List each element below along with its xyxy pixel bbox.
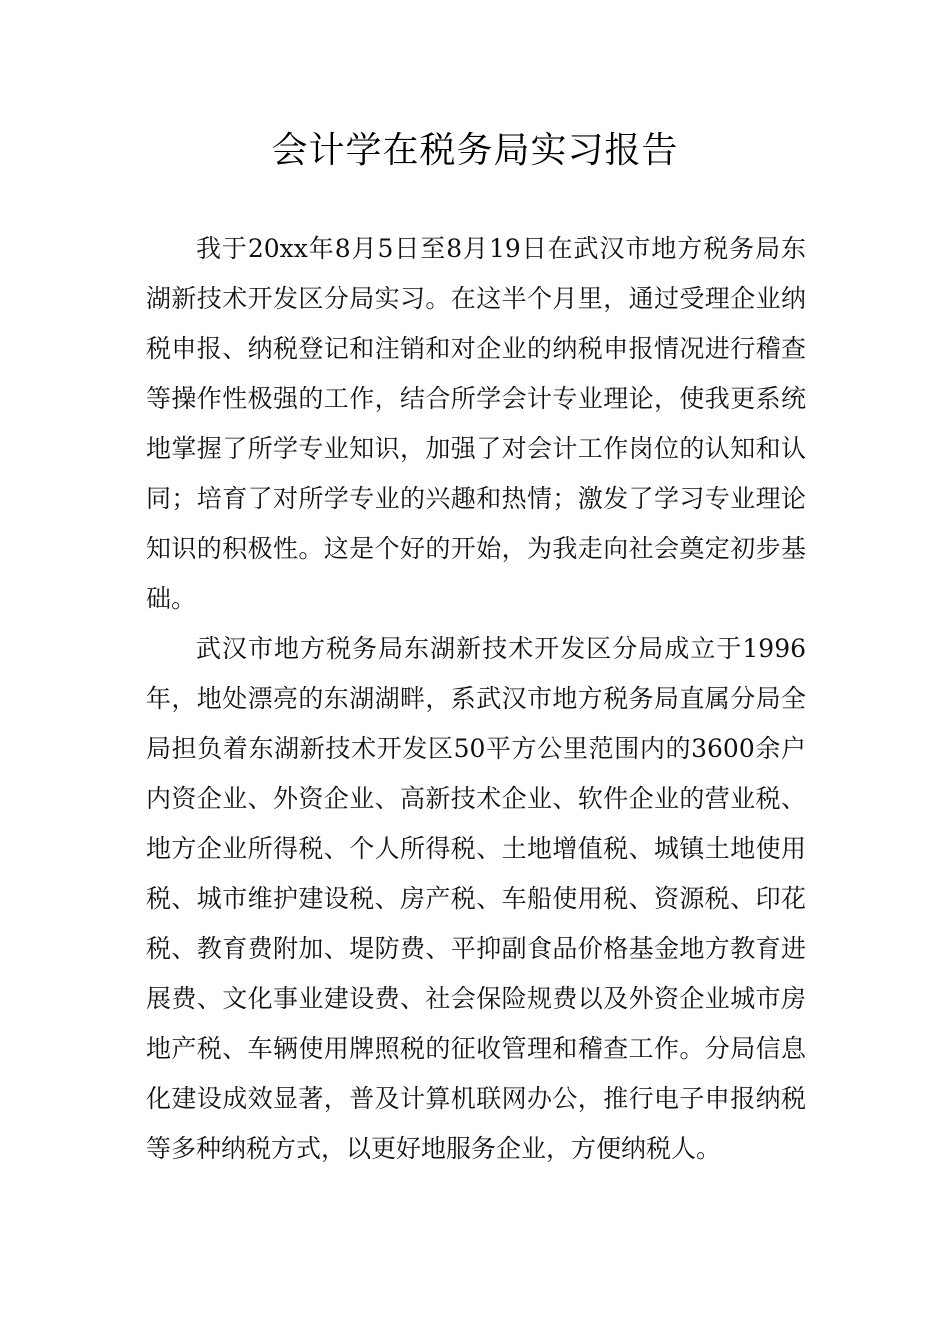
paragraph-bureau-description: 武汉市地方税务局东湖新技术开发区分局成立于1996年，地处漂亮的东湖湖畔，系武汉市地方税务局直属分局全局担负着东湖新技术开发区50平方公里范围内的3600余户内资企业、外资企业、高新技术企业、软件企业的营业税、地方企业所得税、个人所得税、土地增值税、城镇土地使用税、城市维护建设税、房产税、车船使用税、资源税、印花税、教育费附加、堤防费、平抑副食品价格基金地方教育进展费、文化事业建设费、社会保险规费以及外资企业城市房地产税、车辆使用牌照税的征收管理和稽查工作。分局信息化建设成效显著，普及计算机联网办公，推行电子申报纳税等多种纳税方式，以更好地服务企业，方便纳税人。 [146, 634, 806, 1163]
paragraph-internship-overview: 我于20xx年8月5日至8月19日在武汉市地方税务局东湖新技术开发区分局实习。在这半个月里，通过受理企业纳税申报、纳税登记和注销和对企业的纳税申报情况进行稽查等操作性极强的工作，结合所学会计专业理论，使我更系统地掌握了所学专业知识，加强了对会计工作岗位的认知和认同；培育了对所学专业的兴趣和热情；激发了学习专业理论知识的积极性。这是个好的开始，为我走向社会奠定初步基础。 [146, 234, 806, 613]
document-title: 会计学在税务局实习报告 [271, 130, 679, 171]
document-body [146, 224, 806, 1174]
